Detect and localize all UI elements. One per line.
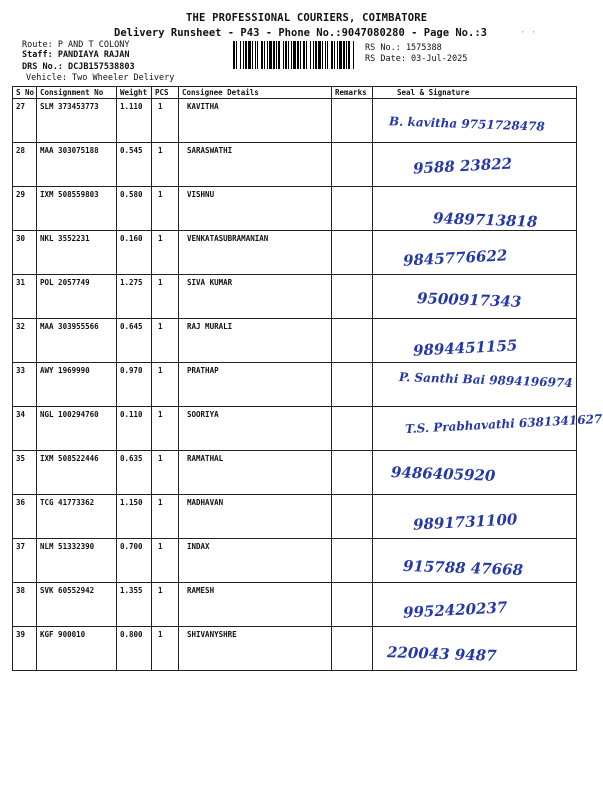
- cell-signature: [373, 319, 577, 363]
- cell-pcs: 1: [152, 495, 179, 539]
- cell-pcs: 1: [152, 583, 179, 627]
- cell-consignee: INDAX: [179, 539, 332, 583]
- cell-consignment: SLM 373453773: [37, 99, 117, 143]
- cell-sno: 32: [13, 319, 37, 363]
- handwritten-signature: B. kavitha 9751728478: [388, 114, 546, 134]
- cell-weight: 0.580: [117, 187, 152, 231]
- runsheet-subtitle: Delivery Runsheet - P43 - Phone No.:9047080280 - Page No.:3: [114, 27, 487, 39]
- cell-consignee: VENKATASUBRAMANIAN: [179, 231, 332, 275]
- table-row: [13, 451, 577, 495]
- cell-sno: 39: [13, 627, 37, 671]
- handwritten-signature: 9588 23822: [412, 154, 513, 178]
- cell-pcs: 1: [152, 539, 179, 583]
- cell-sno: 31: [13, 275, 37, 319]
- cell-pcs: 1: [152, 451, 179, 495]
- table-row: [13, 99, 577, 143]
- cell-consignment: AWY 1969990: [37, 363, 117, 407]
- cell-consignment: POL 2057749: [37, 275, 117, 319]
- cell-consignee: KAVITHA: [179, 99, 332, 143]
- cell-remarks: [332, 451, 373, 495]
- cell-pcs: 1: [152, 143, 179, 187]
- handwritten-signature: P. Santhi Bai 9894196974: [398, 369, 573, 391]
- cell-signature: [373, 187, 577, 231]
- cell-pcs: 1: [152, 231, 179, 275]
- cell-consignee: SHIVANYSHRE: [179, 627, 332, 671]
- cell-weight: 0.635: [117, 451, 152, 495]
- cell-weight: 1.355: [117, 583, 152, 627]
- handwritten-signature: 9952420237: [402, 598, 508, 622]
- cell-consignee: RAJ MURALI: [179, 319, 332, 363]
- drs-label: DRS No.: DCJB157538803: [22, 62, 135, 72]
- cell-consignment: NGL 100294760: [37, 407, 117, 451]
- cell-sno: 33: [13, 363, 37, 407]
- table-row: [13, 495, 577, 539]
- table-row: [13, 539, 577, 583]
- cell-pcs: 1: [152, 99, 179, 143]
- cell-pcs: 1: [152, 319, 179, 363]
- col-signature-header: Seal & Signature: [373, 87, 577, 99]
- table-row: [13, 319, 577, 363]
- route-label: Route: P AND T COLONY: [22, 40, 130, 50]
- cell-pcs: 1: [152, 407, 179, 451]
- handwritten-signature: 220043 9487: [386, 643, 497, 665]
- cell-remarks: [332, 539, 373, 583]
- handwritten-signature: 9486405920: [390, 463, 496, 485]
- cell-sno: 38: [13, 583, 37, 627]
- cell-consignee: VISHNU: [179, 187, 332, 231]
- cell-pcs: 1: [152, 363, 179, 407]
- handwritten-signature: 9489713818: [432, 209, 538, 231]
- cell-consignment: NLM 51332390: [37, 539, 117, 583]
- cell-consignment: SVK 60552942: [37, 583, 117, 627]
- cell-weight: 1.275: [117, 275, 152, 319]
- cell-consignment: KGF 900010: [37, 627, 117, 671]
- staff-label: Staff: PANDIAYA RAJAN: [22, 50, 130, 60]
- cell-remarks: [332, 231, 373, 275]
- rs-number: RS No.: 1575388: [365, 43, 442, 53]
- cell-remarks: [332, 143, 373, 187]
- cell-weight: 0.645: [117, 319, 152, 363]
- cell-sno: 37: [13, 539, 37, 583]
- cell-signature: [373, 451, 577, 495]
- cell-weight: 0.545: [117, 143, 152, 187]
- cell-sno: 27: [13, 99, 37, 143]
- table-row: [13, 583, 577, 627]
- cell-remarks: [332, 495, 373, 539]
- cell-consignee: RAMATHAL: [179, 451, 332, 495]
- col-weight-header: Weight: [117, 87, 152, 99]
- table-row: [13, 627, 577, 671]
- cell-consignee: PRATHAP: [179, 363, 332, 407]
- cell-signature: [373, 583, 577, 627]
- cell-consignment: IXM 508559803: [37, 187, 117, 231]
- cell-signature: [373, 407, 603, 451]
- col-consignee-header: Consignee Details: [179, 87, 332, 99]
- cell-consignee: MADHAVAN: [179, 495, 332, 539]
- table-row: [13, 187, 577, 231]
- col-pcs-header: PCS: [152, 87, 179, 99]
- company-title: THE PROFESSIONAL COURIERS, COIMBATORE: [186, 12, 428, 24]
- col-consignment-header: Consignment No: [37, 87, 117, 99]
- table-row: [13, 363, 577, 407]
- table-row: [13, 143, 577, 187]
- cell-consignment: IXM 508522446: [37, 451, 117, 495]
- cell-sno: 36: [13, 495, 37, 539]
- cell-remarks: [332, 627, 373, 671]
- cell-sno: 35: [13, 451, 37, 495]
- cell-consignee: SOORIYA: [179, 407, 332, 451]
- cell-sno: 30: [13, 231, 37, 275]
- runsheet-table: [12, 86, 603, 671]
- cell-sno: 29: [13, 187, 37, 231]
- cell-signature: [373, 231, 577, 275]
- cell-signature: [373, 627, 577, 671]
- cell-remarks: [332, 363, 373, 407]
- rs-date: RS Date: 03-Jul-2025: [365, 54, 468, 64]
- cell-sno: 34: [13, 407, 37, 451]
- handwritten-signature: 9500917343: [416, 289, 522, 311]
- col-sno-header: S No: [13, 87, 37, 99]
- cell-pcs: 1: [152, 275, 179, 319]
- table-row: [13, 231, 577, 275]
- cell-sno: 28: [13, 143, 37, 187]
- cell-pcs: 1: [152, 187, 179, 231]
- handwritten-signature: T.S. Prabhavathi 6381341627: [404, 411, 603, 437]
- cell-weight: 0.160: [117, 231, 152, 275]
- cell-remarks: [332, 407, 373, 451]
- cell-remarks: [332, 319, 373, 363]
- cell-consignment: NKL 3552231: [37, 231, 117, 275]
- cell-signature: [373, 143, 577, 187]
- cell-remarks: [332, 583, 373, 627]
- cell-remarks: [332, 187, 373, 231]
- handwritten-signature: 9894451155: [412, 336, 518, 360]
- cell-weight: 1.110: [117, 99, 152, 143]
- cell-signature: [373, 99, 577, 143]
- table-header-row: [13, 87, 577, 99]
- barcode-image: [232, 41, 356, 69]
- cell-weight: 0.970: [117, 363, 152, 407]
- col-remarks-header: Remarks: [332, 87, 373, 99]
- cell-signature: [373, 363, 577, 407]
- cell-remarks: [332, 99, 373, 143]
- scan-specks: · ·: [520, 28, 537, 38]
- cell-pcs: 1: [152, 627, 179, 671]
- vehicle-label: Vehicle: Two Wheeler Delivery: [26, 73, 175, 83]
- cell-consignment: MAA 303075188: [37, 143, 117, 187]
- cell-signature: [373, 275, 577, 319]
- handwritten-signature: 915788 47668: [402, 556, 524, 580]
- cell-consignee: RAMESH: [179, 583, 332, 627]
- cell-weight: 1.150: [117, 495, 152, 539]
- cell-signature: [373, 539, 577, 583]
- cell-weight: 0.110: [117, 407, 152, 451]
- cell-remarks: [332, 275, 373, 319]
- cell-weight: 0.700: [117, 539, 152, 583]
- cell-consignment: MAA 303955566: [37, 319, 117, 363]
- table-row: [13, 407, 577, 451]
- cell-signature: [373, 495, 577, 539]
- table-row: [13, 275, 577, 319]
- handwritten-signature: 9845776622: [402, 246, 508, 270]
- cell-consignee: SARASWATHI: [179, 143, 332, 187]
- cell-weight: 0.800: [117, 627, 152, 671]
- cell-consignee: SIVA KUMAR: [179, 275, 332, 319]
- cell-consignment: TCG 41773362: [37, 495, 117, 539]
- handwritten-signature: 9891731100: [412, 510, 518, 534]
